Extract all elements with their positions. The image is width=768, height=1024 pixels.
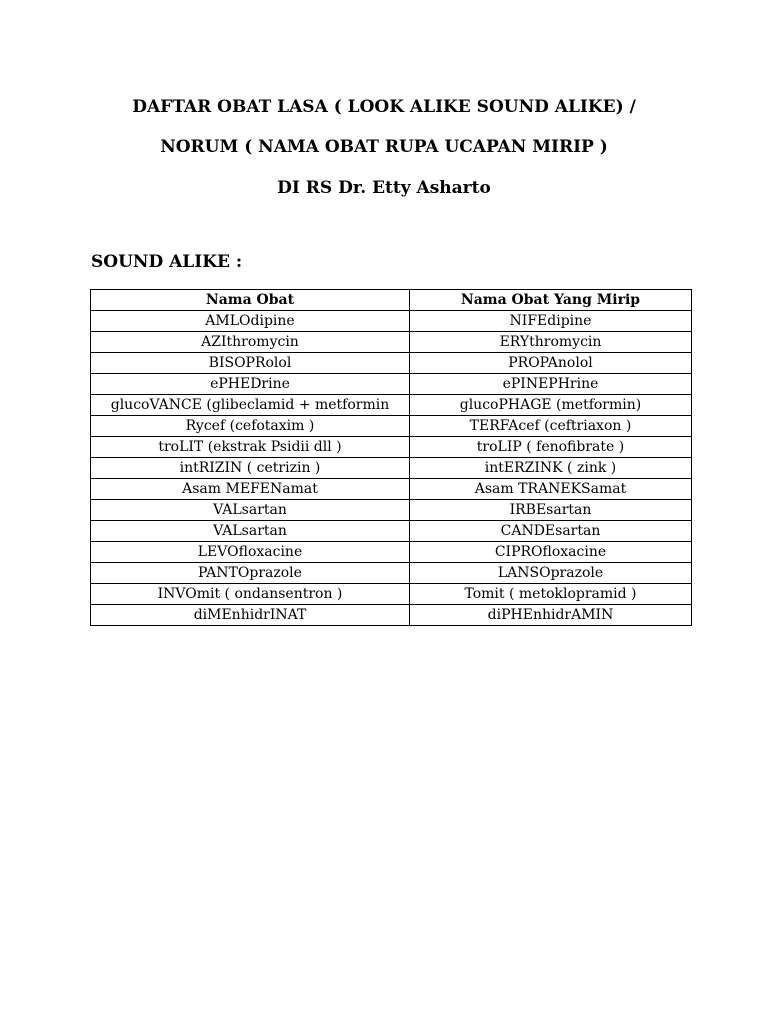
table-row [91, 437, 692, 458]
document-title-line-1: DAFTAR OBAT LASA ( LOOK ALIKE SOUND ALIKE) / [132, 97, 636, 117]
table-row [91, 395, 692, 416]
table-row [91, 416, 692, 437]
drug-name-cell: glucoVANCE (glibeclamid + metformin [91, 395, 410, 416]
table-row [91, 500, 692, 521]
drug-name-cell: PANTOprazole [91, 563, 410, 584]
similar-drug-name-cell: PROPAnolol [410, 353, 692, 374]
table-row [91, 458, 692, 479]
similar-drug-name-cell: CANDEsartan [410, 521, 692, 542]
similar-drug-name-cell: TERFAcef (ceftriaxon ) [410, 416, 692, 437]
drug-name-cell: VALsartan [91, 521, 410, 542]
similar-drug-name-cell: CIPROfloxacine [410, 542, 692, 563]
drug-name-cell: AMLOdipine [91, 311, 410, 332]
lasa-drug-table [90, 289, 692, 626]
table-row [91, 311, 692, 332]
drug-name-cell: intRIZIN ( cetrizin ) [91, 458, 410, 479]
drug-name-cell: LEVOfloxacine [91, 542, 410, 563]
document-title-line-2: NORUM ( NAMA OBAT RUPA UCAPAN MIRIP ) [160, 137, 608, 157]
table-row [91, 521, 692, 542]
table-row [91, 332, 692, 353]
drug-name-cell: diMEnhidrINAT [91, 605, 410, 626]
similar-drug-name-cell: ePINEPHrine [410, 374, 692, 395]
section-title: SOUND ALIKE : [91, 252, 243, 272]
similar-drug-name-cell: IRBEsartan [410, 500, 692, 521]
drug-name-cell: Asam MEFENamat [91, 479, 410, 500]
table-row [91, 605, 692, 626]
table-body [91, 311, 692, 626]
table-row [91, 542, 692, 563]
drug-name-cell: AZIthromycin [91, 332, 410, 353]
similar-drug-name-cell: diPHEnhidrAMIN [410, 605, 692, 626]
drug-name-cell: Rycef (cefotaxim ) [91, 416, 410, 437]
similar-drug-name-cell: intERZINK ( zink ) [410, 458, 692, 479]
document-title-line-3: DI RS Dr. Etty Asharto [277, 178, 491, 198]
drug-name-cell: INVOmit ( ondansentron ) [91, 584, 410, 605]
table-row [91, 563, 692, 584]
drug-name-cell: BISOPRolol [91, 353, 410, 374]
column-header-similar-drug-name: Nama Obat Yang Mirip [410, 290, 692, 311]
similar-drug-name-cell: Asam TRANEKSamat [410, 479, 692, 500]
table-row [91, 353, 692, 374]
similar-drug-name-cell: glucoPHAGE (metformin) [410, 395, 692, 416]
table-row [91, 374, 692, 395]
similar-drug-name-cell: LANSOprazole [410, 563, 692, 584]
similar-drug-name-cell: NIFEdipine [410, 311, 692, 332]
similar-drug-name-cell: troLIP ( fenofibrate ) [410, 437, 692, 458]
drug-name-cell: troLIT (ekstrak Psidii dll ) [91, 437, 410, 458]
drug-name-cell: VALsartan [91, 500, 410, 521]
similar-drug-name-cell: ERYthromycin [410, 332, 692, 353]
column-header-drug-name: Nama Obat [91, 290, 410, 311]
drug-name-cell: ePHEDrine [91, 374, 410, 395]
table-row [91, 584, 692, 605]
table-row [91, 479, 692, 500]
table-header-row [91, 290, 692, 311]
similar-drug-name-cell: Tomit ( metoklopramid ) [410, 584, 692, 605]
